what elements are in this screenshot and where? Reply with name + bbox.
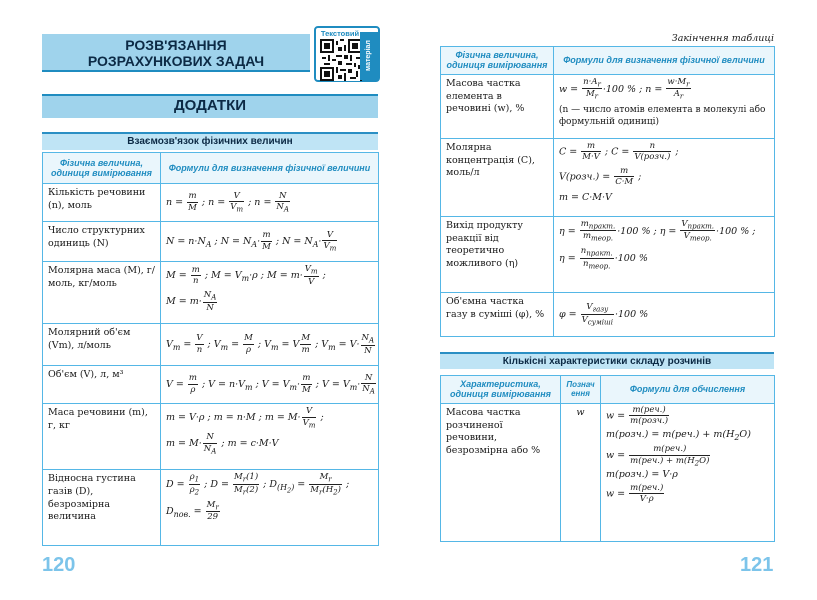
- quantity-name: Відносна густина газів (D), безрозмірна величина: [43, 470, 161, 546]
- table-row: [43, 324, 379, 366]
- formula-line: m(розч.) = V·ρ: [606, 469, 678, 481]
- quantity-name: Число структурних одиниць (N): [43, 222, 161, 262]
- qr-code-icon: [320, 39, 362, 81]
- formula-line: φ = $V_{газу}$ $V_{суміші}$ ·100 %: [559, 301, 649, 327]
- table-row: [441, 138, 775, 216]
- table-row: [441, 74, 775, 138]
- formula-cell: [554, 216, 775, 292]
- table-row: [441, 292, 775, 336]
- formula-cell: [601, 403, 775, 541]
- quantity-name: Вихід продукту реакції від теоретично можливого (η): [441, 216, 554, 292]
- formula-line: D = $\frac{\rho_1}{\rho_2}$ ; D = $\frac{M_r(1)}{M_r(2)}$ ; $D_{(H_2)}$ = $\frac{M_r}{M_r(H_2)}$ ;: [166, 472, 350, 497]
- formula-line: w = m(реч.) $m(реч.) + m(H_2O)$: [606, 444, 710, 468]
- formula-cell: [161, 470, 379, 546]
- right-table: [440, 46, 775, 337]
- formula-cell: [554, 138, 775, 216]
- formula-line: n = $\frac{m}{M}$ ; n = $\frac{V}{V_m}$ ; n = $\frac{N}{N_A}$: [166, 190, 289, 215]
- formula-cell: [161, 184, 379, 222]
- left-table-header-quantity: Фізична величина, одиниця вимірювання: [43, 153, 161, 184]
- formula-line: V(розч.) = $\frac{m}{C\cdot M}$ ;: [559, 165, 642, 188]
- table-row: [43, 366, 379, 404]
- formula-line: m = V·ρ ; m = n·M ; m = M· $\frac{V}{V_m}$ ;: [166, 406, 324, 430]
- chapter-title-line2: РОЗРАХУНКОВИХ ЗАДАЧ: [87, 53, 265, 69]
- formula-line: V = $\frac{m}{\rho}$ ; $V = n\cdot V_m$ ; $V = V_m\cdot$ $\frac{m}{M}$ ; $V = V_m\cdot$ $\frac{N}{N_A}$: [166, 372, 375, 397]
- formula-line: M = m· $\frac{N_A}{N}$: [166, 290, 217, 314]
- table-row: [441, 403, 775, 541]
- table-row: [43, 184, 379, 222]
- formula-cell: [554, 74, 775, 138]
- quantity-name: Об'єм (V), л, м³: [43, 366, 161, 404]
- solutions-table: [440, 375, 775, 542]
- formula-cell: [161, 324, 379, 366]
- right-table-header-formulas: Формули для визначення фізичної величини: [554, 47, 775, 75]
- left-table-header-formulas: Формули для визначення фізичної величини: [161, 153, 379, 184]
- formula-line: η = $n_{практ.}$ $n_{теор.}$ ·100 %: [559, 246, 648, 271]
- page-number-left: 120: [42, 554, 76, 576]
- page-number-right: 121: [740, 554, 774, 576]
- formula-note: (n — число атомів елемента в молекулі або формульній одиниці): [559, 105, 766, 127]
- table-row: [43, 404, 379, 470]
- table-row: [43, 470, 379, 546]
- continuation-note: Закінчення таблиці: [671, 33, 774, 44]
- characteristic-symbol: w: [561, 403, 601, 541]
- characteristic-name: Масова частка розчиненої речовини, безрозмірна або %: [441, 403, 561, 541]
- formula-line: M = $\frac{m}{n}$ ; $M = V_m\cdot\rho$ ; M = m· $\frac{V_m}{V}$ ;: [166, 264, 326, 287]
- quantity-name: Молярна концентрація (C), моль/л: [441, 138, 554, 216]
- right-table-header-quantity: Фізична величина, одиниця вимірювання: [441, 47, 554, 75]
- t2-header-formulas: Формули для обчислення: [601, 376, 775, 404]
- formula-cell: [161, 222, 379, 262]
- formula-line: $D_{пов.}$ = $\frac{M_r}{29}$: [166, 499, 219, 523]
- quantity-name: Молярний об'єм (Vm), л/моль: [43, 324, 161, 366]
- quantity-name: Кількість речовини (n), моль: [43, 184, 161, 222]
- formula-line: w = m(реч.) V·ρ: [606, 482, 664, 505]
- formula-cell: [161, 366, 379, 404]
- quantity-name: Масова частка елемента в речовині (w), %: [441, 74, 554, 138]
- formula-line: m = C·M·V: [559, 191, 612, 203]
- quantity-name: Об'ємна частка газу в суміші (φ), %: [441, 292, 554, 336]
- formula-line: w = $\frac{n\cdot A_r}{M_r}$ ·100 % ; n = $\frac{w\cdot M_r}{A_r}$: [559, 76, 690, 102]
- qr-block[interactable]: [314, 26, 380, 82]
- formula-line: $N = n\cdot N_A$ ; $N = N_A\cdot$ $\frac{m}{M}$ ; $N = N_A\cdot$ $\frac{V}{V_m}$: [166, 229, 337, 254]
- qr-side-label: матеріал: [360, 32, 378, 80]
- t2-header-symbol: Позначення: [561, 376, 601, 404]
- formula-line: w = m(реч.) m(розч.): [606, 404, 669, 427]
- right-table2-title: Кількісні характеристики складу розчинів: [440, 352, 774, 369]
- formula-line: C = $\frac{m}{M\cdot V}$ ; C = n V(розч.) ;: [559, 140, 679, 163]
- section-title-banner: ДОДАТКИ: [42, 94, 378, 118]
- quantity-name: Маса речовини (m), г, кг: [43, 404, 161, 470]
- table-row: [43, 262, 379, 324]
- quantity-name: Молярна маса (M), г/моль, кг/моль: [43, 262, 161, 324]
- table-row: [441, 216, 775, 292]
- formula-line: $V_m$ = $\frac{V}{n}$ ; $V_m$ = $\frac{M}{\rho}$ ; $V_m = V$ $\frac{M}{m}$ ; $V_m = V\cdot$ $\frac{N_A}{N}$: [166, 332, 375, 356]
- formula-cell: [161, 404, 379, 470]
- left-table: [42, 152, 379, 546]
- formula-cell: [161, 262, 379, 324]
- formula-line: η = $m_{практ.}$ $m_{теор.}$ ·100 % ; η = $V_{практ.}$ $V_{теор.}$ ·100 % ;: [559, 218, 756, 244]
- t2-header-characteristic: Характеристика, одиниця вимірювання: [441, 376, 561, 404]
- formula-line: m(розч.) = $m(реч.) + m(H_2O)$: [606, 428, 751, 442]
- table-row: [43, 222, 379, 262]
- chapter-title-banner: [42, 34, 310, 72]
- left-table-title: Взаємозв'язок фізичних величин: [42, 132, 378, 150]
- formula-line: m = M· $\frac{N}{N_A}$ ; m = c·M·V: [166, 432, 279, 456]
- formula-cell: [554, 292, 775, 336]
- qr-label: Текстовий: [320, 29, 360, 38]
- chapter-title-line1: РОЗВ'ЯЗАННЯ: [125, 37, 227, 53]
